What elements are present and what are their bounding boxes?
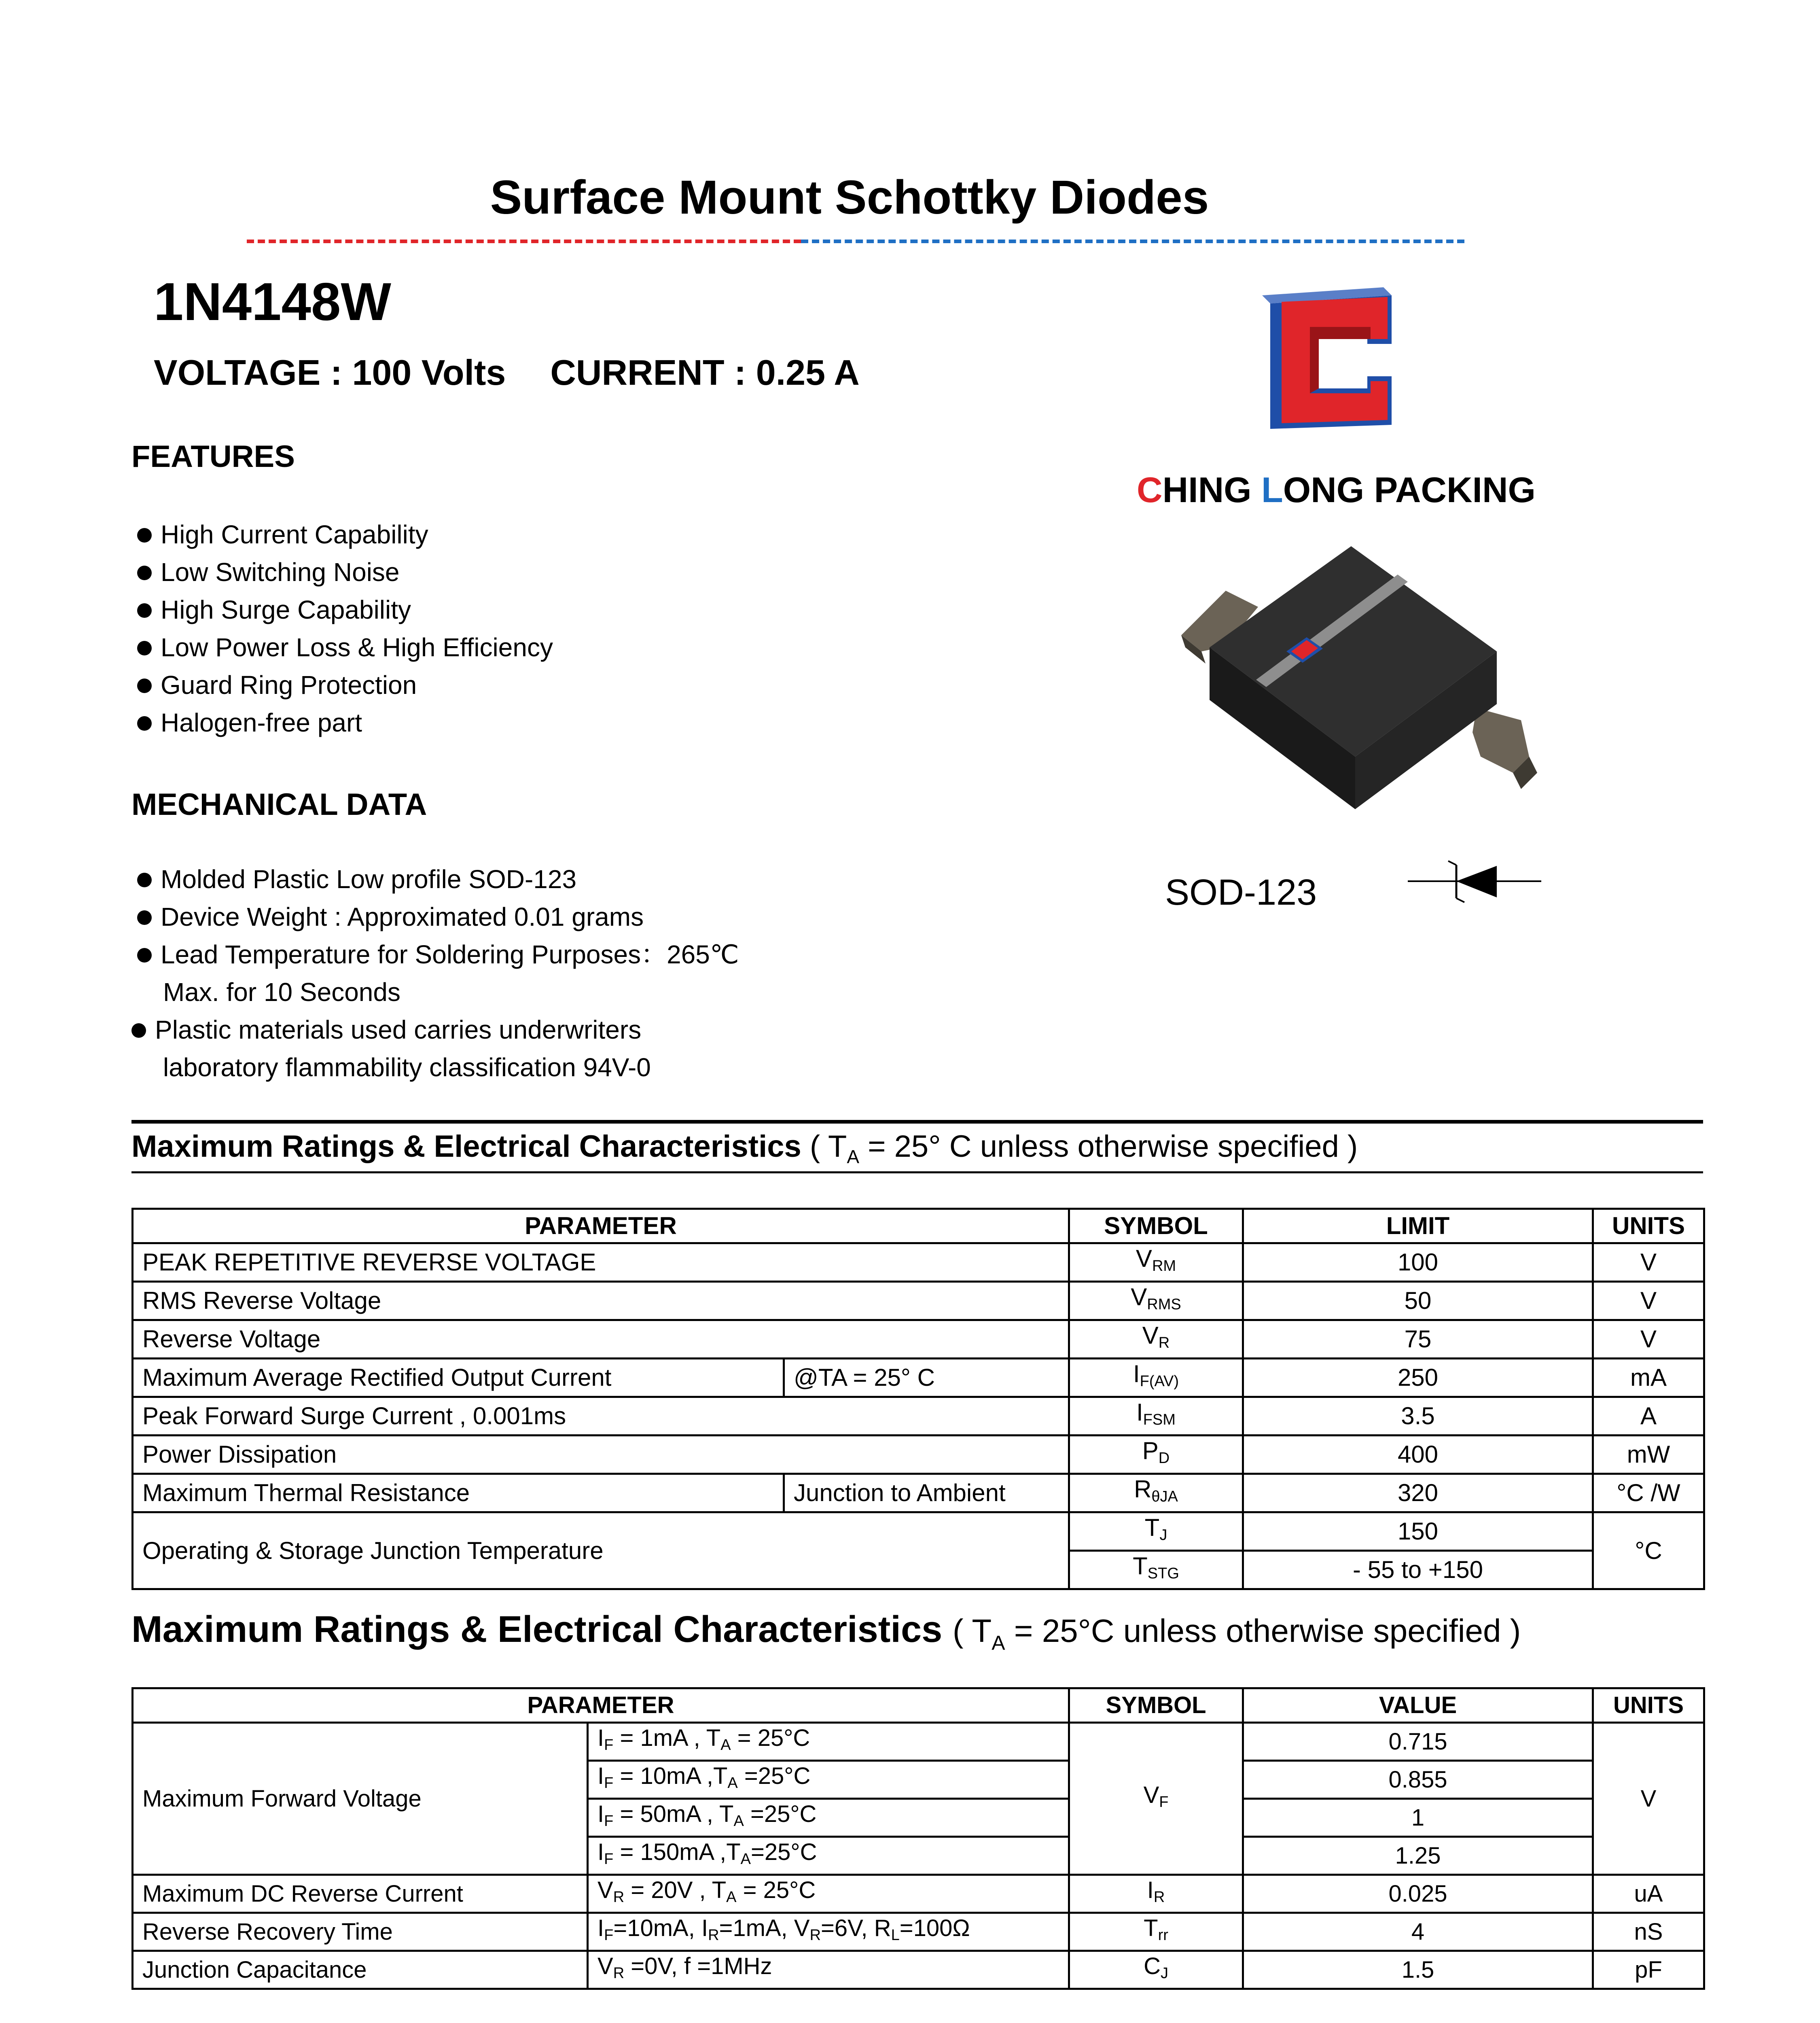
page-title: Surface Mount Schottky Diodes: [490, 171, 1209, 224]
mechanical-list: [131, 861, 739, 1086]
part-number: 1N4148W: [154, 272, 391, 331]
electrical-table: [131, 1687, 1705, 1990]
table-row: Maximum Forward Voltage $I_F = 1mA$ , $T_A = 25^\circ C$ $V_F$ 0.715 V: [133, 1723, 1704, 1761]
ratings-table: [131, 1208, 1705, 1590]
title-underline-red: [247, 240, 801, 243]
list-item: Low Switching Noise: [131, 553, 553, 591]
list-item: High Surge Capability: [131, 591, 553, 629]
table-row: Reverse Voltage $V_R$ 75 V: [133, 1320, 1704, 1359]
table-header-row: PARAMETER SYMBOL VALUE UNITS: [133, 1688, 1704, 1723]
table-row: Operating & Storage Junction Temperature $T_J$ 150 °C: [133, 1512, 1704, 1551]
bullet-icon: [137, 566, 152, 580]
electrical-heading: Maximum Ratings & Electrical Characteristics ( $T_A = 25^\circ C$ unless otherwise specified ): [131, 1609, 1521, 1654]
list-item: Device Weight : Approximated 0.01 grams: [131, 898, 739, 936]
mechanical-heading: MECHANICAL DATA: [131, 787, 427, 822]
list-item-continuation: laboratory flammability classification 94V-0: [163, 1053, 651, 1082]
list-item: Lead Temperature for Soldering Purposes：265℃: [131, 936, 739, 973]
bullet-icon: [137, 716, 152, 731]
company-logo-icon: [1262, 287, 1408, 437]
table-row: RMS Reverse Voltage $V_{RMS}$ 50 V: [133, 1282, 1704, 1320]
table-row: Maximum Average Rectified Output Current @TA = 25° C $I_{F(AV)}$ 250 mA: [133, 1359, 1704, 1397]
bullet-icon: [137, 528, 152, 543]
current-rating: CURRENT : 0.25 A: [550, 352, 860, 392]
title-underline-blue: [801, 240, 1464, 243]
bullet-icon: [137, 873, 152, 887]
section-rule-top: [131, 1120, 1703, 1124]
table-row: Maximum DC Reverse Current $V_R = 20V$ , $T_A = 25^\circ C$ $I_R$ 0.025 uA: [133, 1875, 1704, 1913]
table-row: Power Dissipation $P_D$ 400 mW: [133, 1436, 1704, 1474]
voltage-current-line: [154, 352, 904, 393]
list-item: Guard Ring Protection: [131, 666, 553, 704]
bullet-icon: [137, 641, 152, 655]
diode-symbol-icon: [1408, 858, 1541, 906]
table-row: $T_{STG}$ - 55 to +150: [133, 1551, 1704, 1589]
list-item: Plastic materials used carries underwriters: [131, 1011, 739, 1049]
features-heading: FEATURES: [131, 439, 295, 474]
section-rule-bottom: [131, 1171, 1703, 1173]
list-item: High Current Capability: [131, 516, 553, 553]
bullet-icon: [137, 679, 152, 693]
table-row: $I_F = 10mA$ $,T_A =25^\circ C$ 0.855: [133, 1761, 1704, 1799]
table-row: Reverse Recovery Time $I_F=10mA$, $I_R=1mA$, $V_R=6V$, $R_L=100\Omega$ $T_{rr}$ 4 nS: [133, 1913, 1704, 1951]
bullet-icon: [131, 1023, 146, 1038]
list-item: Low Power Loss & High Efficiency: [131, 629, 553, 666]
features-list: [131, 516, 553, 742]
bullet-icon: [137, 948, 152, 963]
trr-condition: $I_F=10mA$, $I_R=1mA$, $V_R=6V$, $R_L=100\Omega$: [588, 1913, 1069, 1951]
ratings-heading: Maximum Ratings & Electrical Characteristics ( $T_A = 25^\circ$ C unless otherwise specified ): [131, 1129, 1358, 1168]
table-row: Peak Forward Surge Current , 0.001ms $I_{FSM}$ 3.5 A: [133, 1397, 1704, 1436]
table-row: Junction Capacitance $V_R =0V$, f =1MHz $C_J$ 1.5 pF: [133, 1951, 1704, 1989]
table-row: $I_F = 50mA$ , $T_A =25^\circ C$ 1: [133, 1799, 1704, 1837]
list-item-continuation: Max. for 10 Seconds: [163, 978, 400, 1007]
bullet-icon: [137, 603, 152, 618]
voltage-rating: VOLTAGE : 100 Volts: [154, 352, 506, 392]
table-row: Maximum Thermal Resistance Junction to Ambient $R_{\theta JA}$ 320 °C /W: [133, 1474, 1704, 1512]
bullet-icon: [137, 910, 152, 925]
table-header-row: PARAMETER SYMBOL LIMIT UNITS: [133, 1209, 1704, 1243]
list-item: Halogen-free part: [131, 704, 553, 742]
package-label: SOD-123: [1165, 872, 1317, 913]
brand-name: CHING LONG PACKING: [1137, 470, 1536, 510]
sod123-package-image: [1165, 530, 1557, 829]
list-item: Molded Plastic Low profile SOD-123: [131, 861, 739, 898]
table-row: $I_F = 150mA$ $,T_A=25^\circ C$ 1.25: [133, 1837, 1704, 1875]
table-row: PEAK REPETITIVE REVERSE VOLTAGE $V_{RM}$ 100 V: [133, 1243, 1704, 1282]
